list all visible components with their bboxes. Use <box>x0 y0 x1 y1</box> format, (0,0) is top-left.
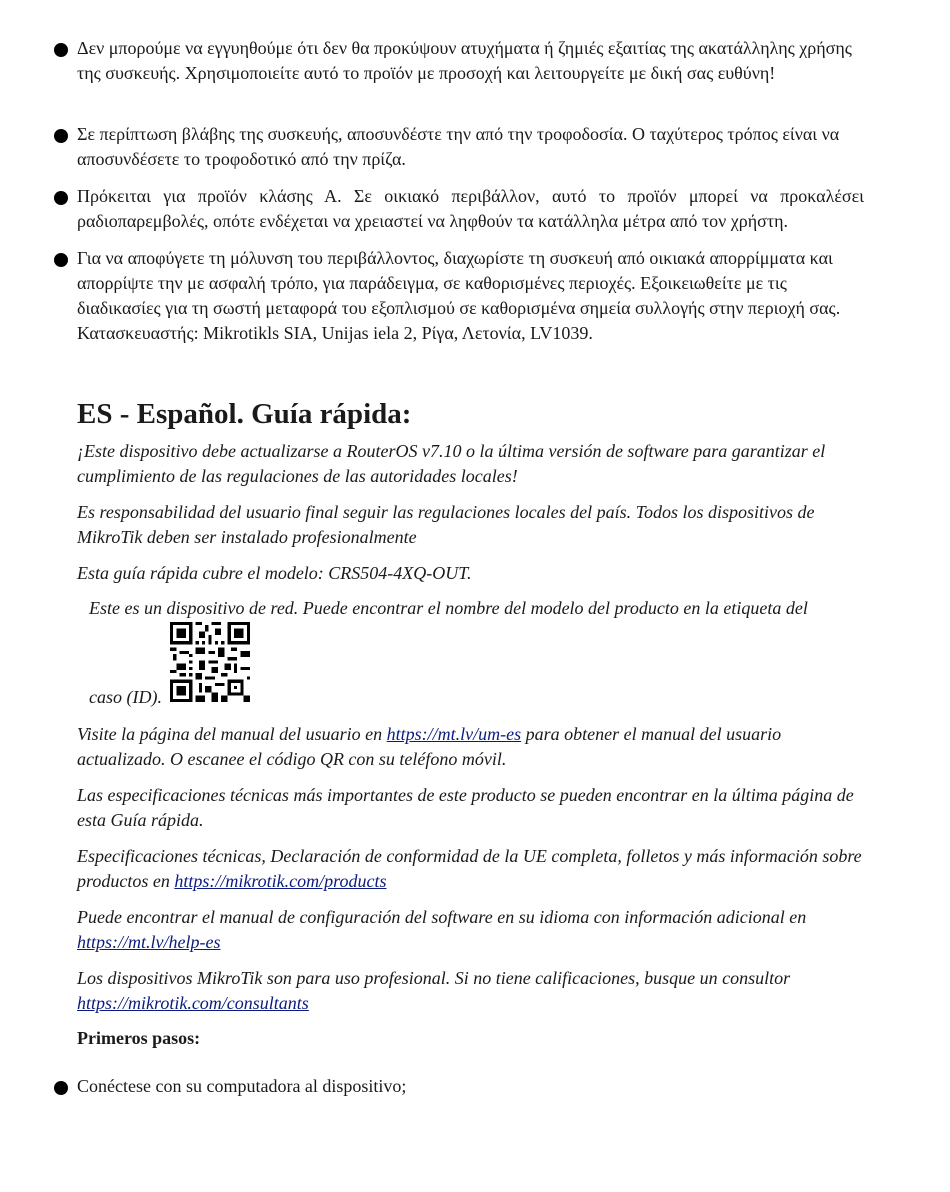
list-item-text: Πρόκειται για προϊόν κλάσης Α. Σε οικιακό περιβάλλον, αυτό το προϊόν μπορεί να προκαλέσει ραδιοπαρεμβολές, οπότε ενδέχεται να χρειαστεί να ληφθούν τα κατάλληλα μέτρα από τον χρήστη. <box>77 186 864 231</box>
help-link[interactable]: https://mt.lv/help-es <box>77 932 221 952</box>
list-item <box>54 184 864 234</box>
consultants-link[interactable]: https://mikrotik.com/consultants <box>77 993 309 1013</box>
list-item <box>54 246 864 346</box>
bullet-icon <box>54 129 68 143</box>
manual-link[interactable]: https://mt.lv/um-es <box>386 724 522 744</box>
manufacturer-text: Κατασκευαστής: Mikrotikls SIA, Unijas iela 2, Ρίγα, Λετονία, LV1039. <box>77 323 593 343</box>
list-item <box>54 1074 864 1099</box>
products-link[interactable]: https://mikrotik.com/products <box>174 871 387 891</box>
products-text: Especificaciones técnicas, Declaración de conformidad de la UE completa, folletos y más información sobre productos en <box>77 846 862 891</box>
consultants-paragraph <box>77 966 867 1016</box>
label-notice-line2: caso (ID). <box>89 687 162 707</box>
list-item-text: Δεν μπορούμε να εγγυηθούμε ότι δεν θα προκύψουν ατυχήματα ή ζημιές εξαιτίας της ακατάλληλης χρήσης της συσκευής. Χρησιμοποιείτε αυτό το προϊόν με προσοχή και λειτουργείτε με δική σας ευθύνη! <box>77 38 852 83</box>
regulation-notice: Es responsabilidad del usuario final seguir las regulaciones locales del país. Todos los dispositivos de MikroTik deben ser instalado profesionalmente <box>77 502 815 547</box>
bullet-icon <box>54 253 68 267</box>
list-item-text: Για να αποφύγετε τη μόλυνση του περιβάλλοντος, διαχωρίστε τη συσκευή από οικιακά απορρίμματα και απορρίψτε την με ασφαλή τρόπο, για παράδειγμα, σε καθορισμένες περιοχές. Εξοικειωθείτε με τις διαδικασίες για τη σωστή μεταφορά του εξοπλισμού σε καθορισμένα σημεία συλλογής στην περιοχή σας. <box>77 248 841 318</box>
label-notice-line1: Este es un dispositivo de red. Puede encontrar el nombre del modelo del producto en la etiqueta del <box>89 598 808 618</box>
list-item-text: Σε περίπτωση βλάβης της συσκευής, αποσυνδέστε την από την τροφοδοσία. Ο ταχύτερος τρόπος είναι να αποσυνδέσετε το τροφοδοτικό από την πρίζα. <box>77 124 840 169</box>
help-paragraph <box>77 905 867 955</box>
first-steps-heading: Primeros pasos: <box>77 1028 201 1048</box>
firmware-notice: ¡Este dispositivo debe actualizarse a RouterOS v7.10 o la última versión de software para garantizar el cumplimiento de las regulaciones de las autoridades locales! <box>77 441 826 486</box>
list-item <box>54 36 864 86</box>
manual-paragraph <box>77 722 867 772</box>
bullet-icon <box>54 43 68 57</box>
bullet-icon <box>54 191 68 205</box>
list-item <box>54 122 864 172</box>
qr-code <box>170 622 250 702</box>
manual-text-end: para obtener el manual del usuario actualizado. O escanee el código QR con su teléfono móvil. <box>77 724 782 769</box>
products-paragraph <box>77 844 867 894</box>
help-text: Puede encontrar el manual de configuración del software en su idioma con información adicional en <box>77 907 807 927</box>
model-notice: Esta guía rápida cubre el modelo: CRS504-4XQ-OUT. <box>77 563 472 583</box>
list-item-text: Conéctese con su computadora al dispositivo; <box>77 1076 407 1096</box>
section-title: ES - Español. Guía rápida: <box>77 398 412 430</box>
consultants-text: Los dispositivos MikroTik son para uso profesional. Si no tiene calificaciones, busque un consultor <box>77 968 791 988</box>
bullet-icon <box>54 1081 68 1095</box>
specs-notice: Las especificaciones técnicas más importantes de este producto se pueden encontrar en la última página de esta Guía rápida. <box>77 785 854 830</box>
manual-text: Visite la página del manual del usuario en <box>77 724 387 744</box>
